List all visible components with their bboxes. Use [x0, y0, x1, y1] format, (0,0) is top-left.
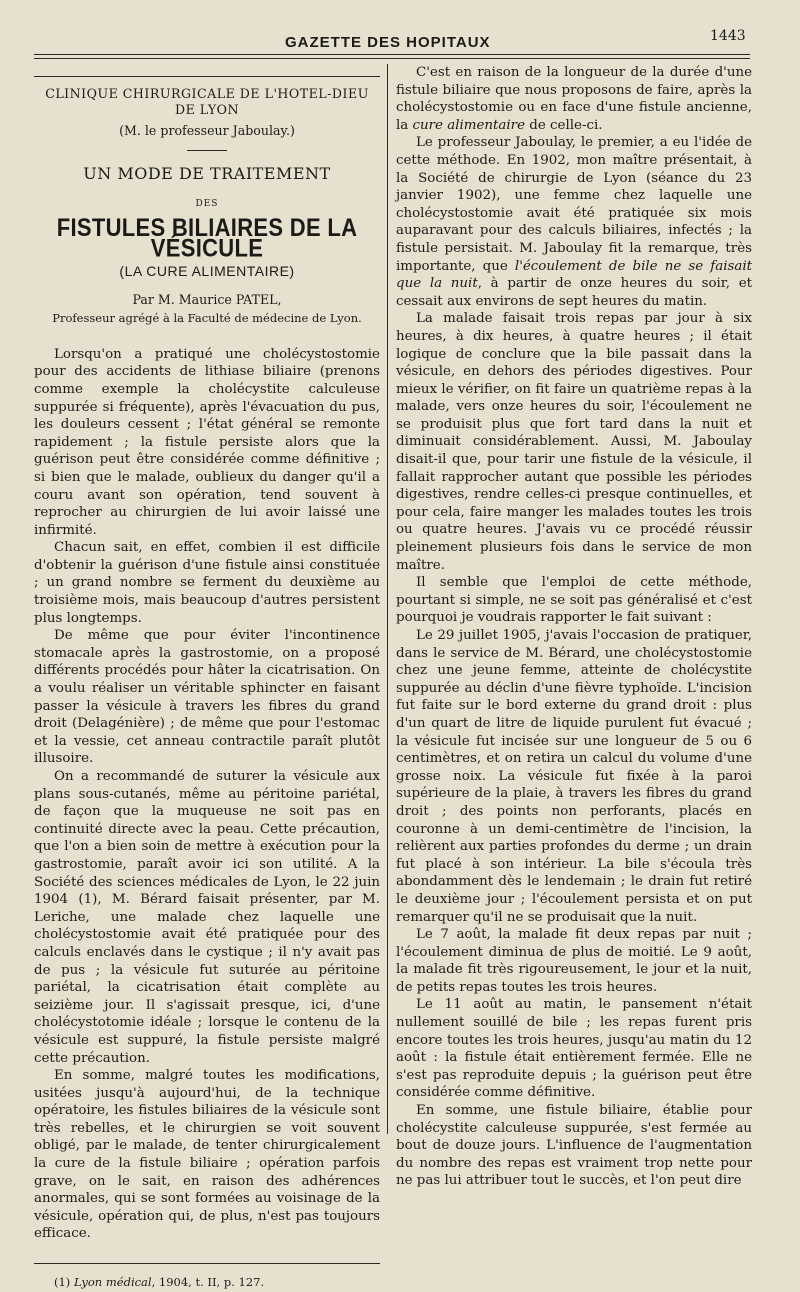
paragraph: La malade faisait trois repas par jour à six heures, à dix heures, à quatre heures ; il était logique de conclure que la bile passait dans la vésicule, en dehors des périodes digestives. Pour mieux le vérifier, on fit faire un quatrième repas à la malade, vers onze heures du soir, l'écoulement ne se produisit plus que fort tard dans la nuit et diminuait considérablement. Aussi, M. Jaboulay disait-il que, pour tarir une fistule de la vésicule, il fallait rapprocher autant que possible les périodes digestives, rendre celles-ci presque continuelles, et pour cela, faire manger les malades toutes les trois ou quatre heures. J'avais vu ce procédé réussir pleinement plusieurs fois dans le service de mon maître. — [396, 311, 752, 573]
paragraph: Le 7 août, la malade fit deux repas par nuit ; l'écoulement diminua de plus de moitié. Le 9 août, la malade fit très rigoureusement, le jour et la nuit, de petits repas toutes les trois heures. — [396, 927, 752, 995]
title-line-1: UN MODE DE TRAITEMENT — [83, 163, 331, 183]
header-rule-second — [34, 58, 750, 59]
left-column — [34, 86, 380, 1292]
paragraph: Il semble que l'emploi de cette méthode, pourtant si simple, ne se soit pas généralisé et c'est pourquoi je voudrais rapporter le fait suivant : — [396, 575, 752, 626]
article-top-rule — [34, 76, 380, 77]
author-title: Professeur agrégé à la Faculté de médecine de Lyon. — [52, 311, 362, 326]
footnote-ref: (1) — [54, 1275, 74, 1290]
paragraph: Chacun sait, en effet, combien il est difficile d'obtenir la guérison d'une fistule ainsi constituée ; un grand nombre se ferment du deuxième au troisième mois, mais beaucoup d'autres persistent plus longtemps. — [34, 540, 380, 626]
column-divider — [387, 64, 388, 1134]
article-subtitle: (LA CURE ALIMENTAIRE) — [119, 262, 295, 279]
clinic-line: CLINIQUE CHIRURGICALE DE L'HOTEL-DIEU DE LYON — [45, 86, 369, 117]
paragraph-text: C'est en raison de la longueur de la durée d'une fistule biliaire que nous proposons de faire, après la cholécystostomie ou en face d'une fistule ancienne, la — [396, 65, 752, 133]
short-rule — [187, 150, 227, 151]
paragraph: En somme, une fistule biliaire, établie pour cholécystite calculeuse suppurée, s'est fermée au bout de douze jours. L'influence de l'augmentation du nombre des repas est vraiment trop nette pour ne pas lui attribuer tout le succès, et l'on peut dire — [396, 1103, 752, 1189]
paragraph: Le 29 juillet 1905, j'avais l'occasion de pratiquer, dans le service de M. Bérard, une cholécystostomie chez une jeune femme, atteinte de cholécystite suppurée au déclin d'une fièvre typhoïde. L'incision fut faite sur le bord externe du grand droit : plus d'un quart de litre de liquide purulent fut évacué ; la vésicule fut incisée sur une longueur de 5 ou 6 centimètres, et on retira un calcul du volume d'une grosse noix. La vésicule fut fixée à la paroi supérieure de la plaie, à travers les fibres du grand droit ; des points non perforants, placés en couronne à un demi-centimètre de l'incision, la relièrent aux parties profondes du derme ; un drain fut placé à son intérieur. La bile s'écoula très abondamment dès le lendemain ; le drain fut retiré le deuxième jour ; l'écoulement persista et on put remarquer qu'il ne se produisait que la nuit. — [396, 628, 752, 925]
paragraph: Lorsqu'on a pratiqué une cholécystostomie pour des accidents de lithiase biliaire (prenons comme exemple la cholécystite calculeuse suppurée si fréquente), après l'évacuation du pus, les douleurs cessent ; l'état général se remonte rapidement ; la fistule persiste alors que la guérison peut être considérée comme définitive ; si bien que le malade, oublieux du danger qu'il a couru avant son opération, tend souvent à reprocher au chirurgien de lui avoir laissé une infirmité. — [34, 346, 380, 538]
paragraph: On a recommandé de suturer la vésicule aux plans sous-cutanés, même au péritoine pariétal, de façon que la muqueuse ne soit pas en continuité directe avec la peau. Cette précaution, que l'on a bien soin de mettre à exécution pour la gastrostomie, paraît avoir ici son utilité. A la Société des sciences médicales de Lyon, le 22 juin 1904 (1), M. Bérard faisait présenter, par M. Leriche, une malade chez laquelle une cholécystostomie avait été pratiquée pour des calculs enclavés dans le cystique ; il n'y avait pas de pus ; la vésicule fut suturée au péritoine pariétal, la cicatrisation était complète au seizième jour. Il s'agissait presque, ici, d'une cholécystotomie idéale ; lorsque le contenu de la vésicule est suppuré, la fistule persiste malgré cette précaution. — [34, 769, 380, 1066]
right-column — [396, 64, 752, 1190]
paragraph: En somme, malgré toutes les modifications, usitées jusqu'à aujourd'hui, de la technique opératoire, les fistules biliaires de la vésicule sont très rebelles, et le chirurgien se voit souvent obligé, par le malade, de tenter chirurgicalement la cure de la fistule biliaire ; opération parfois grave, on le sait, en raison des adhérences anormales, qui se sont formées au voisinage de la vésicule, opération qui, de plus, n'est pas toujours efficace. — [34, 1068, 380, 1242]
emphasis-text: l'écoulement de bile ne se faisait que la nuit — [396, 258, 752, 292]
page-number: 1443 — [710, 28, 746, 44]
emphasis-text: cure alimentaire — [412, 117, 526, 133]
article-title: FISTULES BILIAIRES DE LA VÉSICULE — [56, 212, 358, 262]
paragraph — [396, 134, 752, 310]
paragraph-text: , à partir de onze heures du soir, et cessait aux environs de sept heures du matin. — [396, 276, 753, 309]
running-title: GAZETTE DES HOPITAUX — [285, 34, 491, 51]
footnote — [34, 1274, 380, 1292]
paragraph: De même que pour éviter l'incontinence stomacale après la gastrostomie, on a proposé différents procédés pour hâter la cicatrisation. On a voulu réaliser un véritable sphincter en faisant passer la vésicule à travers les fibres du grand droit (Delagénière) ; de même que pour l'estomac et la vessie, cet anneau contractile paraît plutôt illusoire. — [34, 628, 380, 767]
running-header — [0, 28, 800, 68]
paragraph-text: de celle-ci. — [525, 117, 603, 133]
byline: Par M. Maurice PATEL, — [132, 291, 282, 307]
footnote-rest: , 1904, t. II, p. 127. — [151, 1275, 265, 1290]
footnote-rule — [34, 1263, 380, 1264]
title-des: DES — [195, 199, 219, 210]
paragraph — [396, 64, 752, 134]
professor-line: (M. le professeur Jaboulay.) — [119, 123, 295, 138]
paragraph: Le 11 août au matin, le pansement n'était nullement souillé de bile ; les repas furent pris encore toutes les trois heures, jusqu'au matin du 12 août : la fistule était entièrement fermée. Elle ne s'est pas reproduite depuis ; la guérison peut être considérée comme définitive. — [396, 997, 752, 1101]
footnote-source: Lyon médical — [73, 1275, 152, 1290]
header-rule — [34, 54, 750, 55]
paragraph-text: Le professeur Jaboulay, le premier, a eu l'idée de cette méthode. En 1902, mon maître présentait, à la Société de chirurgie de Lyon (séance du 23 janvier 1902), une femme chez laquelle une cholécystostomie avait été pratiquée six mois auparavant pour des calculs biliaires, infectés ; la fistule persistait. M. Jaboulay fit la remarque, très importante, que — [396, 135, 752, 274]
